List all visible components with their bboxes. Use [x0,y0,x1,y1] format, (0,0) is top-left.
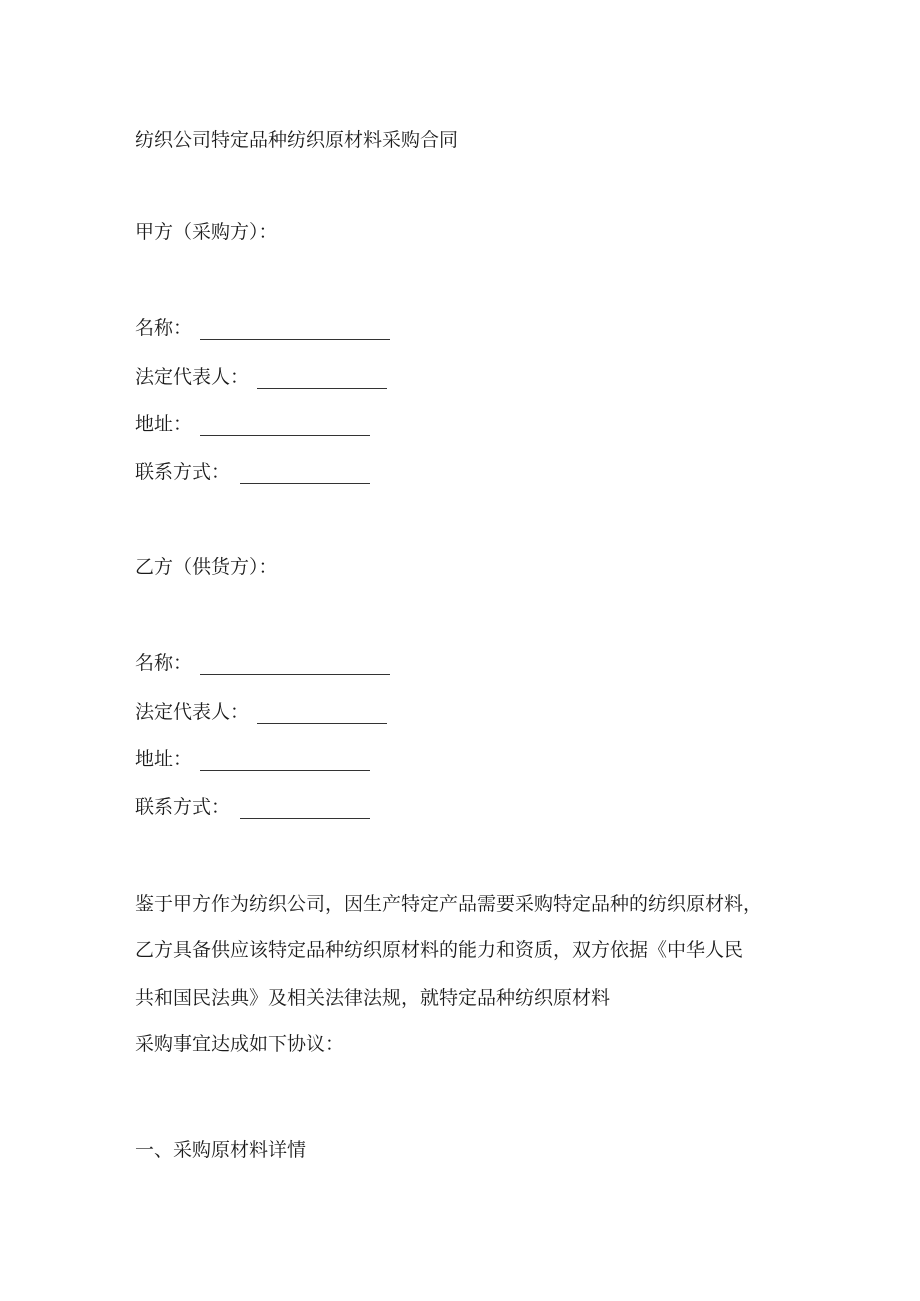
party-b-rep-label: 法定代表人： [135,701,250,723]
preamble-line-3: 共和国民法典》及相关法律法规，就特定品种纺织原材料 [135,987,611,1009]
party-b-address-label: 地址： [135,748,193,770]
party-a-rep-field [135,365,387,389]
party-b-rep-blank[interactable] [257,703,387,724]
section-1-heading: 一、采购原材料详情 [135,1139,307,1161]
party-a-address-field [135,412,370,436]
party-b-heading: 乙方（供货方）： [135,556,278,578]
party-b-address-field [135,747,370,771]
party-a-contact-blank[interactable] [240,463,370,484]
party-b-contact-field [135,795,370,819]
party-a-rep-blank[interactable] [257,368,387,389]
party-b-rep-field [135,700,387,724]
document-title: 纺织公司特定品种纺织原材料采购合同 [135,129,459,151]
party-a-rep-label: 法定代表人： [135,366,250,388]
party-b-address-blank[interactable] [200,750,370,771]
party-a-address-label: 地址： [135,413,193,435]
party-a-contact-label: 联系方式： [135,461,231,483]
party-a-contact-field [135,460,370,484]
party-a-name-blank[interactable] [200,319,390,340]
party-b-contact-blank[interactable] [240,798,370,819]
party-b-contact-label: 联系方式： [135,796,231,818]
party-a-heading: 甲方（采购方）： [135,221,278,243]
preamble-line-4: 采购事宜达成如下协议： [135,1033,345,1055]
party-b-name-label: 名称： [135,652,193,674]
preamble-line-2: 乙方具备供应该特定品种纺织原材料的能力和资质，双方依据《中华人民 [135,939,744,961]
party-b-name-field [135,651,390,675]
party-a-address-blank[interactable] [200,415,370,436]
party-a-name-field [135,316,390,340]
party-a-name-label: 名称： [135,317,193,339]
preamble-line-1: 鉴于甲方作为纺织公司，因生产特定产品需要采购特定品种的纺织原材料， [135,893,763,915]
party-b-name-blank[interactable] [200,654,390,675]
